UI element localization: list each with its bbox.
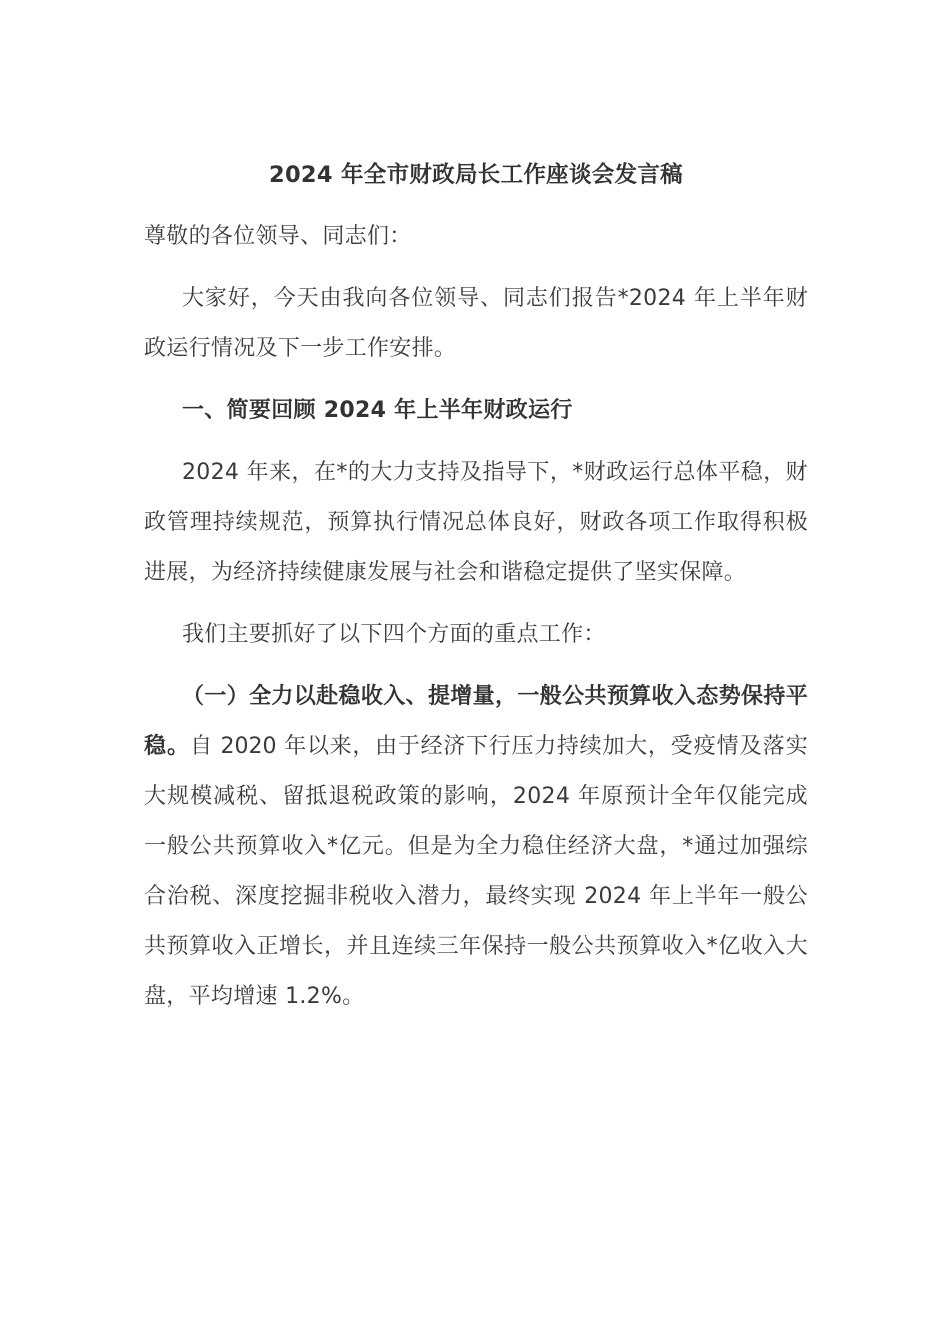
salutation: 尊敬的各位领导、同志们：: [144, 224, 412, 249]
overview-paragraph: 2024 年来，在*的大力支持及指导下，*财政运行总体平稳，财政管理持续规范，预算执行情况总体良好，财政各项工作取得积极进展，为经济持续健康发展与社会和谐稳定提供了坚实保障。: [144, 460, 808, 585]
intro-paragraph: 大家好，今天由我向各位领导、同志们报告*2024 年上半年财政运行情况及下一步工作安排。: [144, 286, 808, 361]
item-1-first-line-text: 自 2020 年以来，由于经济下行压力持续加大，: [190, 734, 671, 759]
focus-intro-paragraph: 我们主要抓好了以下四个方面的重点工作：: [182, 622, 606, 647]
document-title: 2024 年全市财政局长工作座谈会发言稿: [269, 162, 683, 188]
section-heading-1: 一、简要回顾 2024 年上半年财政运行: [182, 398, 573, 423]
item-1-paragraph: [144, 672, 808, 1022]
document-body: [144, 150, 808, 1034]
item-1-heading: （一）全力以赴稳收入、提增量，一般公共预算收入态势保持平稳。: [144, 684, 808, 759]
item-1-body: 受疫情及落实大规模减税、留抵退税政策的影响，2024 年原预计全年仅能完成一般公共预算收入*亿元。但是为全力稳住经济大盘，*通过加强综合治税、深度挖掘非税收入潜力，最终实现 2024 年上半年一般公共预算收入正增长，并且连续三年保持一般公共预算收入*亿收入大盘，平均增速 1.2%。: [144, 734, 808, 1009]
